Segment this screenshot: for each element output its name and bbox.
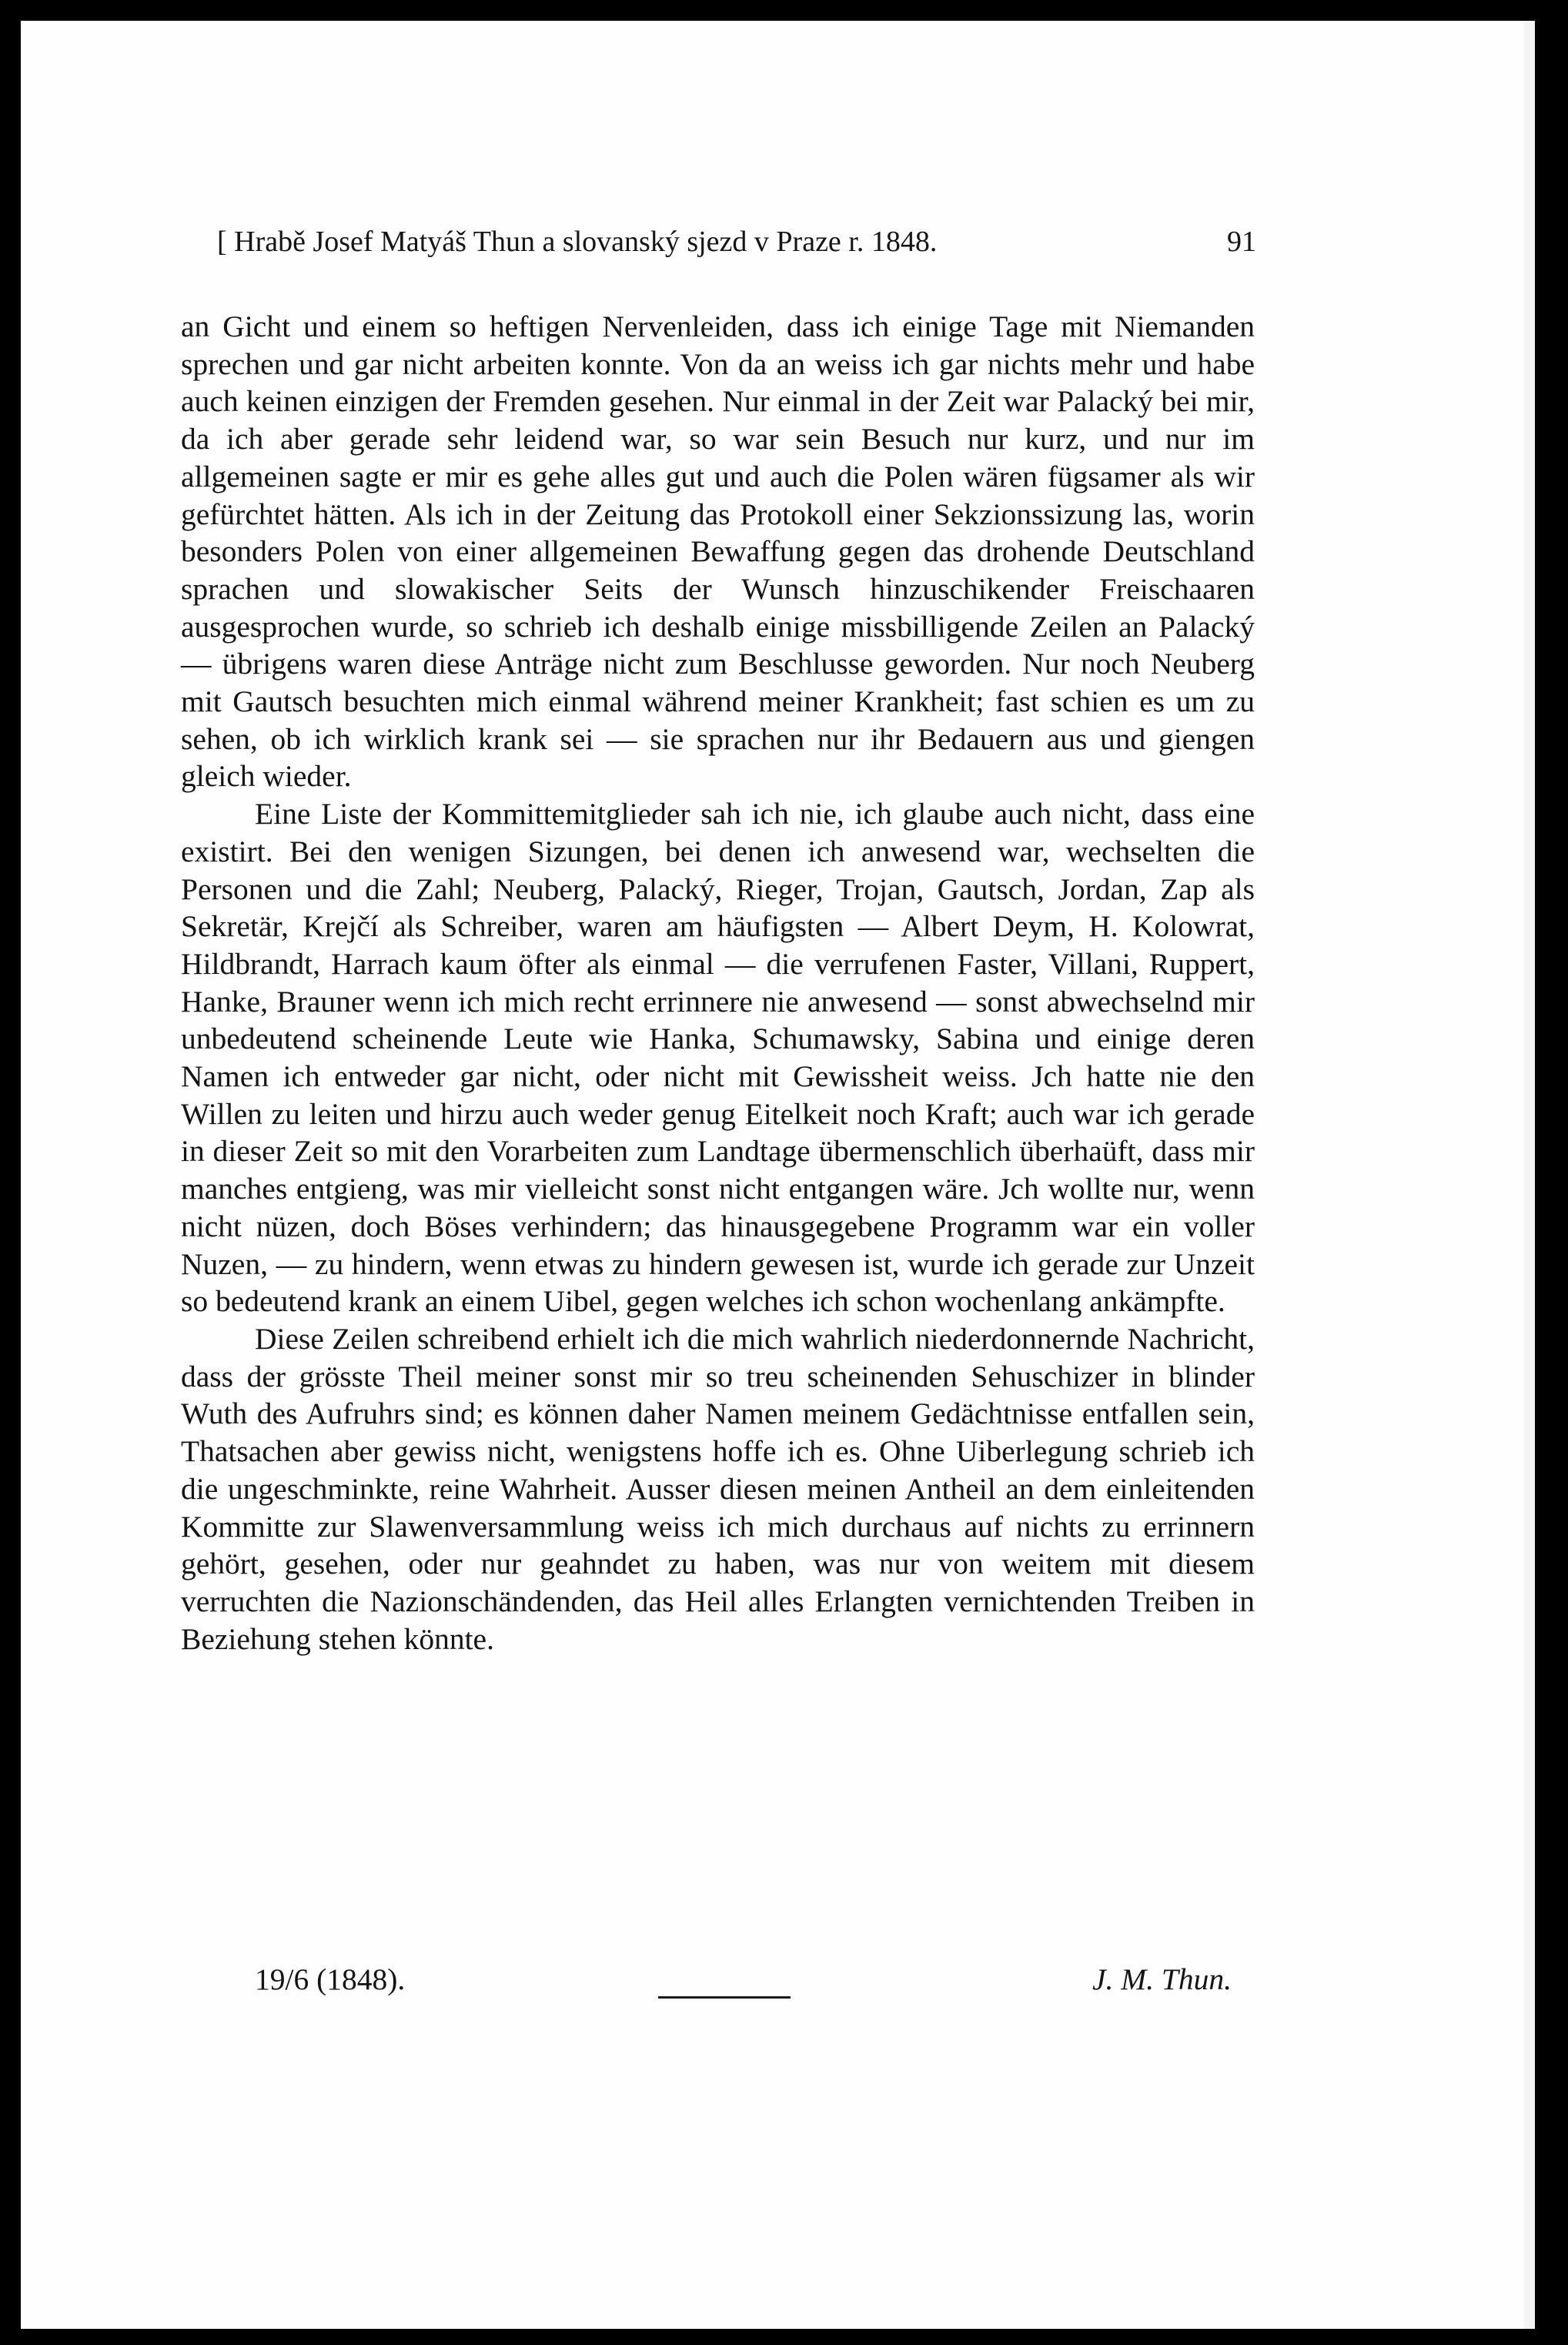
signature: J. M. Thun. [1092,1962,1232,1996]
end-rule [658,1996,791,1999]
body-text [181,308,1255,1658]
closing-date: 19/6 (1848). [255,1962,406,1996]
paragraph-committee-list: Eine Liste der Kommittemitglieder sah ich nie, ich glaube auch nicht, dass eine existirt. Bei den wenigen Sizungen, bei denen ich anwesend war, wechselten die Personen und die Zahl; Neuberg, Palacký, Rieger, Trojan, Gautsch, Jordan, Zap als Sekretär, Krejčí als Schreiber, waren am häufigsten — Albert Deym, H. Kolowrat, Hildbrandt, Harrach kaum öfter als einmal — die verrufenen Faster, Villani, Ruppert, Hanke, Brauner wenn ich mich recht errinnere nie anwesend — sonst abwechselnd mir unbedeutend scheinende Leute wie Hanka, Schumawsky, Sabina und einige deren Namen ich entweder gar nicht, oder nicht mit Gewissheit weiss. Jch hatte nie den Willen zu leiten und hirzu auch weder genug Eitelkeit noch Kraft; auch war ich gerade in dieser Zeit so mit den Vorarbeiten zum Landtage übermenschlich überhaüft, dass mir manches entgieng, was mir vielleicht sonst nicht entgangen wäre. Jch wollte nur, wenn nicht nüzen, doch Böses verhindern; das hinausgegebene Programm war ein voller Nuzen, — zu hindern, wenn etwas zu hindern gewesen ist, wurde ich gerade zur Unzeit so bedeutend krank an einem Uibel, gegen welches ich schon wochenlang ankämpfte. [181,797,1255,1319]
paragraph-continued: an Gicht und einem so heftigen Nervenleiden, dass ich einige Tage mit Niemanden sprechen und gar nicht arbeiten konnte. Von da an weiss ich gar nichts mehr und habe auch keinen einzigen der Fremden gesehen. Nur einmal in der Zeit war Palacký bei mir, da ich aber gerade sehr leidend war, so war sein Besuch nur kurz, und nur im allgemeinen sagte er mir es gehe alles gut und auch die Polen wären fügsamer als wir gefürchtet hätten. Als ich in der Zeitung das Protokoll einer Sekzionssizung las, worin besonders Polen von einer allgemeinen Bewaffung gegen das drohende Deutschland sprachen und slowakischer Seits der Wunsch hinzuschikender Freischaaren ausgesprochen wurde, so schrieb ich deshalb einige missbilligende Zeilen an Palacký — übrigens waren diese Anträge nicht zum Beschlusse geworden. Nur noch Neuberg mit Gautsch besuchten mich einmal während meiner Krankheit; fast schien es um zu sehen, ob ich wirklich krank sei — sie sprachen nur ihr Bedauern aus und giengen gleich wieder. [181,309,1255,794]
page-number: 91 [1227,226,1256,258]
running-header [217,225,1256,263]
paragraph-final-statement: Diese Zeilen schreibend erhielt ich die mich wahrlich niederdonnernde Nachricht, dass der grösste Theil meiner sonst mir so treu scheinenden Sehuschizer in blinder Wuth des Aufruhrs sind; es können daher Namen meinem Gedächtnisse entfallen sein, Thatsachen aber gewiss nicht, wenigstens hoffe ich es. Ohne Uiberlegung schrieb ich die ungeschminkte, reine Wahrheit. Ausser diesen meinen Antheil an dem einleitenden Kommitte zur Slawenversammlung weiss ich mich durchaus auf nichts zu errinnern gehört, gesehen, oder nur geahndet zu haben, was nur von weitem mit diesem verruchten die Nazionschändenden, das Heil alles Erlangten vernichtenden Treiben in Beziehung stehen könnte. [181,1321,1255,1656]
running-title: [ Hrabě Josef Matyáš Thun a slovanský sjezd v Praze r. 1848. [217,226,938,258]
page-edge [1524,21,1535,2329]
